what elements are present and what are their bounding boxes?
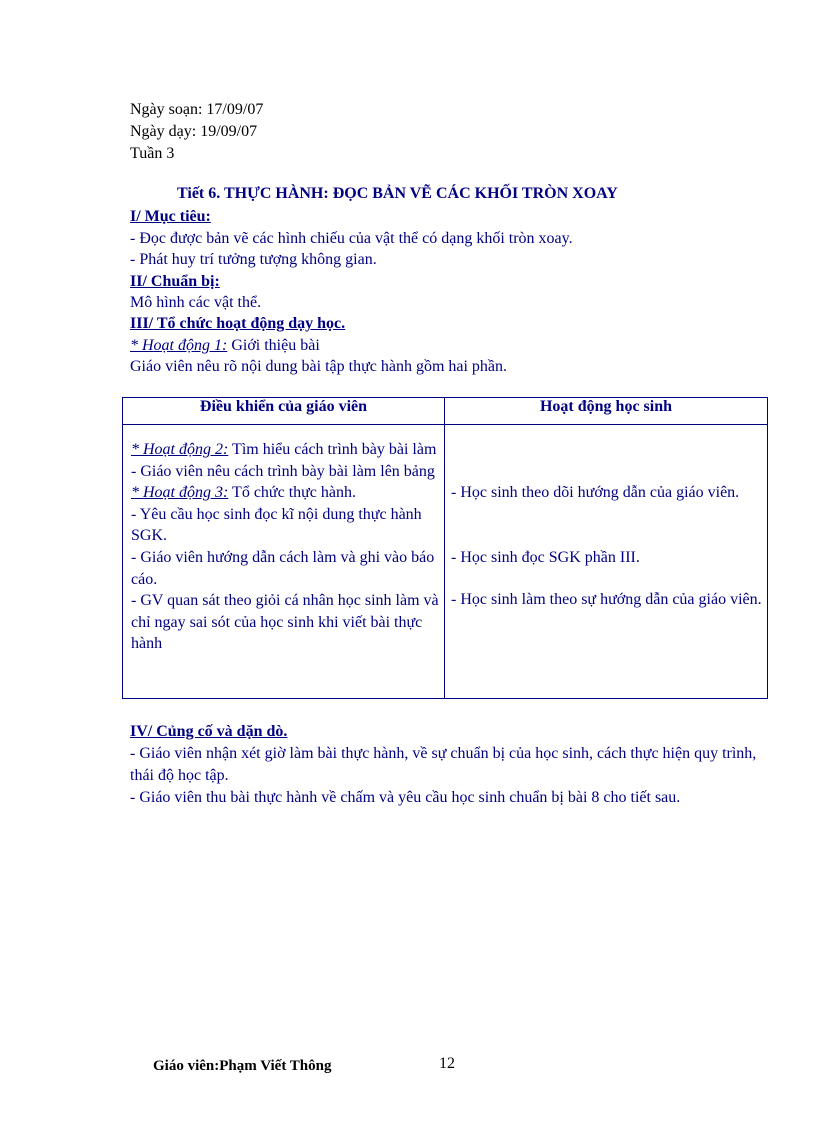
footer-teacher-name: Giáo viên:Phạm Viết Thông <box>153 1058 332 1074</box>
preparation-text: Mô hình các vật thể. <box>130 294 262 311</box>
activity-2-line <box>131 439 440 461</box>
section-review-heading: IV/ Củng cố và dặn dò. <box>130 723 288 740</box>
review-paragraph: - Giáo viên thu bài thực hành về chấm và yêu cầu học sinh chuẩn bị bài 8 cho tiết sau. <box>130 789 681 806</box>
teacher-column-header: Điều khiển của giáo viên <box>123 398 445 425</box>
table-header-row <box>123 398 768 425</box>
activity-2-text: Tìm hiểu cách trình bày bài làm <box>228 441 437 458</box>
activity-1-text: Giới thiệu bài <box>227 337 320 354</box>
teacher-step: - Giáo viên hướng dẫn cách làm và ghi vào báo cáo. <box>131 548 435 588</box>
teacher-step: - Yêu cầu học sinh đọc kĩ nội dung thực hành SGK. <box>131 505 422 545</box>
student-step: - Học sinh theo dõi hướng dẫn của giáo viên. <box>451 484 740 501</box>
section-objectives-heading: I/ Mục tiêu: <box>130 208 211 225</box>
section-activities-heading: III/ Tổ chức hoạt động dạy học. <box>130 315 346 332</box>
section-preparation-heading: II/ Chuẩn bị: <box>130 273 220 290</box>
student-step: - Học sinh làm theo sự hướng dẫn của giáo viên. <box>451 591 762 609</box>
week-label: Tuần 3 <box>130 145 175 162</box>
activity-table <box>122 397 768 699</box>
lesson-header <box>130 99 263 165</box>
student-cell <box>445 425 768 699</box>
activity-1-label: * Hoạt động 1: <box>130 337 228 354</box>
objective-item: - Đọc được bản vẽ các hình chiếu của vật thể có dạng khối tròn xoay. <box>130 230 573 247</box>
activity-2-label: * Hoạt động 2: <box>131 441 229 458</box>
activity-3-label: * Hoạt động 3: <box>131 484 229 502</box>
lesson-title: Tiết 6. THỰC HÀNH: ĐỌC BẢN VẼ CÁC KHỐI TRÒN XOAY <box>177 185 618 202</box>
activity-intro: Giáo viên nêu rõ nội dung bài tập thực hành gồm hai phần. <box>130 358 508 375</box>
teacher-cell <box>123 425 445 699</box>
student-step: - Học sinh đọc SGK phần III. <box>451 548 640 566</box>
student-column-header: Hoạt động học sinh <box>445 398 768 425</box>
page-number: 12 <box>439 1055 455 1072</box>
teacher-step: - GV quan sát theo giỏi cá nhân học sinh làm và chỉ ngay sai sót của học sinh khi viết bài thực hành <box>131 592 439 653</box>
review-paragraph: - Giáo viên nhận xét giờ làm bài thực hành, về sự chuẩn bị của học sinh, cách thực hiện quy trình, thái độ học tập. <box>130 745 757 784</box>
activity-3-line <box>131 482 440 504</box>
table-row <box>123 425 768 699</box>
activity-1-line <box>130 335 320 356</box>
objective-item: - Phát huy trí tưởng tượng không gian. <box>130 251 377 268</box>
date-prepared: Ngày soạn: 17/09/07 <box>130 101 264 118</box>
teacher-step: - Giáo viên nêu cách trình bày bài làm lên bảng <box>131 462 435 480</box>
activity-3-text: Tổ chức thực hành. <box>228 484 357 502</box>
date-taught: Ngày dạy: 19/09/07 <box>130 123 258 140</box>
